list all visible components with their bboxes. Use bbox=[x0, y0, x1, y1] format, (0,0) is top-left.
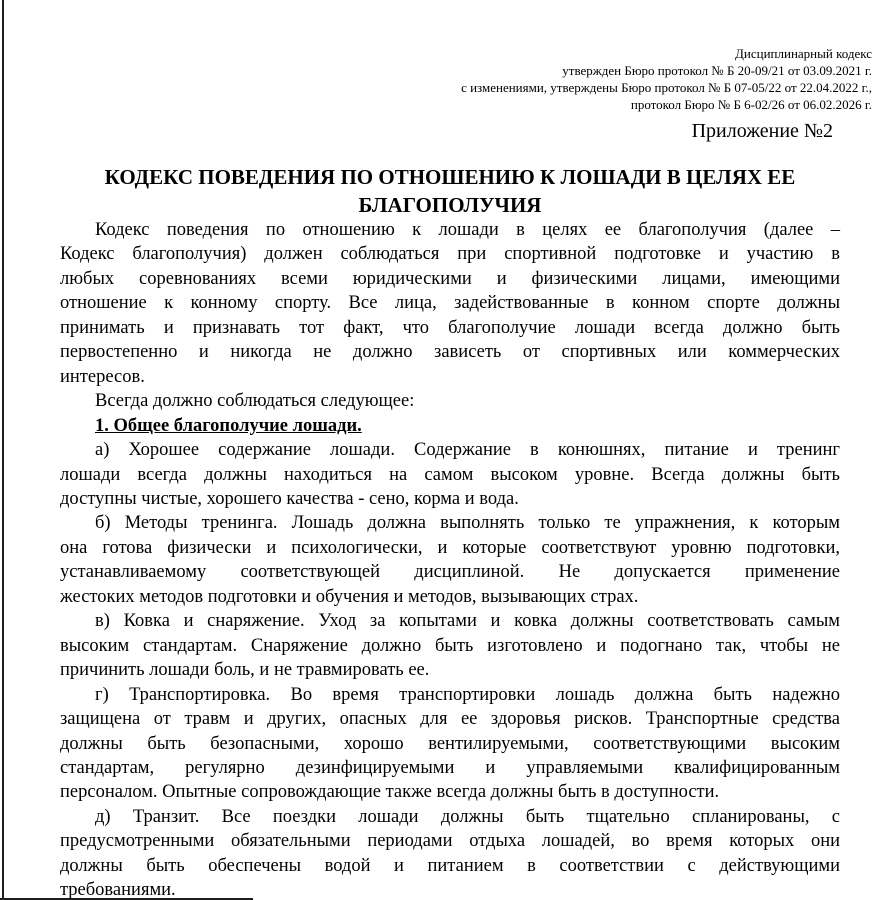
scan-edge-left bbox=[2, 0, 4, 900]
approval-line: с изменениями, утверждены Бюро протокол № Б 07-05/22 от 22.04.2022 г., bbox=[461, 80, 872, 95]
paragraph-line: интересов. bbox=[60, 366, 145, 387]
paragraph-line: жестоких методов подготовки и обучения и методов, вызывающих страх. bbox=[60, 586, 639, 607]
approval-line: утвержден Бюро протокол № Б 20-09/21 от 03.09.2021 г. bbox=[562, 63, 872, 78]
paragraph-line: стандартам, регулярно дезинфицируемыми и управляемыми квалифицированным bbox=[60, 757, 840, 778]
paragraph-line: персоналом. Опытные сопровождающие также всегда должны быть в доступности. bbox=[60, 782, 720, 803]
paragraph-line: первостепенно и никогда не должно зависеть от спортивных или коммерческих bbox=[60, 342, 840, 363]
paragraph-line: доступны чистые, хорошего качества - сено, корма и вода. bbox=[60, 488, 519, 509]
paragraph-line: а) Хорошее содержание лошади. Содержание в конюшнях, питание и тренинг bbox=[95, 440, 840, 461]
paragraph-line: д) Транзит. Все поездки лошади должны быть тщательно спланированы, с bbox=[95, 806, 840, 827]
paragraph-line: в) Ковка и снаряжение. Уход за копытами и ковка должны соответствовать самым bbox=[95, 611, 840, 632]
paragraph-line: Кодекс поведения по отношению к лошади в целях ее благополучия (далее – bbox=[95, 220, 840, 240]
paragraph-line: предусмотренными обязательными периодами отдыха лошадей, во время которых они bbox=[60, 831, 840, 852]
paragraph-line: должны быть обеспечены водой и питанием в соответствии с действующими bbox=[60, 855, 840, 876]
section-heading: 1. Общее благополучие лошади. bbox=[95, 415, 362, 436]
paragraph-line: защищена от травм и других, опасных для ее здоровья рисков. Транспортные средства bbox=[60, 709, 840, 730]
appendix-label: Приложение №2 bbox=[691, 120, 833, 142]
paragraph-line: высоким стандартам. Снаряжение должно быть изготовлено и подогнано так, чтобы не bbox=[60, 635, 840, 656]
paragraph-line: отношение к конному спорту. Все лица, задействованные в конном спорте должны bbox=[60, 293, 840, 314]
document-title: КОДЕКС ПОВЕДЕНИЯ ПО ОТНОШЕНИЮ К ЛОШАДИ В ЦЕЛЯХ ЕЕ БЛАГОПОЛУЧИЯ bbox=[104, 165, 796, 217]
paragraph-line: Кодекс благополучия) должен соблюдаться при спортивной подготовке и участию в bbox=[60, 244, 840, 265]
paragraph-line: любых соревнованиях всеми юридическими и физическими лицами, имеющими bbox=[60, 268, 840, 289]
paragraph-line: она готова физически и психологически, и которые соответствуют уровню подготовки, bbox=[60, 537, 840, 558]
approval-line: Дисциплинарный кодекс bbox=[735, 46, 872, 61]
paragraph-line: должны быть безопасными, хорошо вентилируемыми, соответствующими высоким bbox=[60, 733, 840, 754]
paragraph-line: принимать и признавать тот факт, что благополучие лошади всегда должно быть bbox=[60, 317, 840, 338]
approval-header bbox=[461, 45, 872, 113]
paragraph-line: лошади всегда должны находиться на самом высоком уровне. Всегда должны быть bbox=[60, 464, 840, 485]
paragraph-line: устанавливаемому соответствующей дисциплиной. Не допускается применение bbox=[60, 562, 840, 583]
paragraph-line: причинить лошади боль, и не травмировать ее. bbox=[60, 660, 430, 681]
paragraph-line: Всегда должно соблюдаться следующее: bbox=[95, 391, 415, 412]
paragraph-line: г) Транспортировка. Во время транспортировки лошадь должна быть надежно bbox=[95, 684, 840, 705]
approval-line: протокол Бюро № Б 6-02/26 от 06.02.2026 г. bbox=[630, 97, 872, 112]
document-body bbox=[60, 218, 840, 900]
paragraph-line: требованиями. bbox=[60, 880, 176, 900]
paragraph-line: б) Методы тренинга. Лошадь должна выполнять только те упражнения, к которым bbox=[95, 513, 840, 534]
